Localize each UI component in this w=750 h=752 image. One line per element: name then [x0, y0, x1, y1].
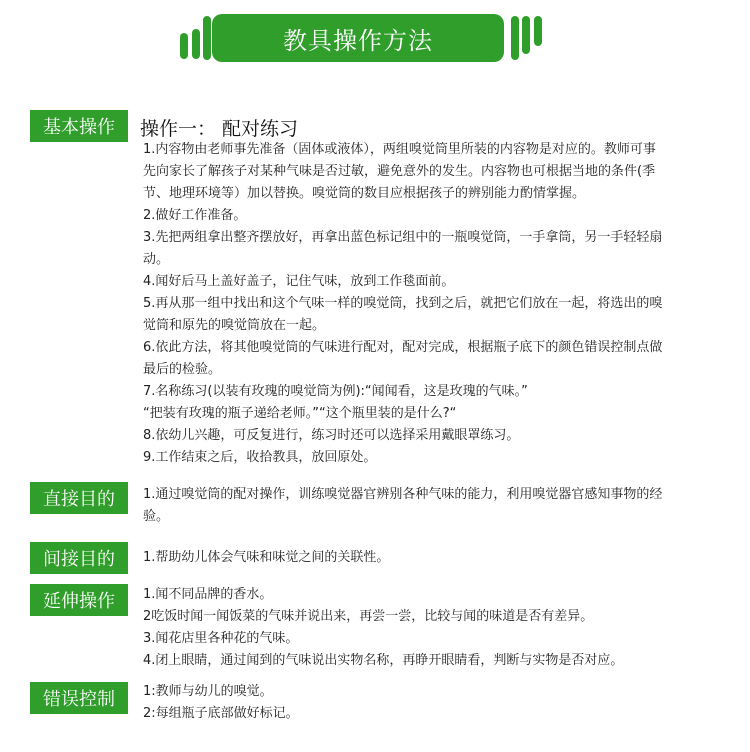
- operation-title: 操作一： 配对练习: [140, 118, 299, 140]
- text-line: 先向家长了解孩子对某种气味是否过敏，避免意外的发生。内容物也可根据当地的条件(季: [143, 164, 656, 179]
- section-body-extension: [143, 584, 723, 672]
- section-tag-indirect: 间接目的: [30, 542, 128, 574]
- text-line: 1:教师与幼儿的嗅觉。: [143, 684, 273, 699]
- text-line: “把装有玫瑰的瓶子递给老师。”“这个瓶里装的是什么?“: [143, 406, 457, 421]
- text-line: 7.名称练习(以装有玫瑰的嗅觉筒为例):“闻闻看，这是玫瑰的气味。”: [143, 384, 528, 399]
- text-line: 2吃饭时闻一闻饭菜的气味并说出来，再尝一尝，比较与闻的味道是否有差异。: [143, 609, 594, 624]
- text-line: 3.先把两组拿出整齐摆放好，再拿出蓝色标记组中的一瓶嗅觉筒，一手拿筒，另一手轻轻扇: [143, 230, 663, 245]
- text-line: 1.闻不同品牌的香水。: [143, 587, 273, 602]
- banner-stripe: [192, 29, 200, 59]
- text-line: 1.通过嗅觉筒的配对操作，训练嗅觉器官辨别各种气味的能力，利用嗅觉器官感知事物的经: [143, 487, 663, 502]
- section-tag-error: 错误控制: [30, 682, 128, 714]
- text-line: 2:每组瓶子底部做好标记。: [143, 706, 299, 721]
- section-body-direct: [143, 484, 723, 528]
- banner-stripe: [522, 16, 530, 54]
- text-line: 3.闻花店里各种花的气味。: [143, 631, 299, 646]
- banner-stripe: [180, 33, 188, 59]
- banner-stripe: [534, 16, 542, 46]
- text-line: 4.闭上眼睛，通过闻到的气味说出实物名称，再睁开眼睛看，判断与实物是否对应。: [143, 653, 624, 668]
- section-body-error: [143, 681, 723, 725]
- text-line: 4.闻好后马上盖好盖子，记住气味，放到工作毯面前。: [143, 274, 455, 289]
- text-line: 6.依此方法，将其他嗅觉筒的气味进行配对，配对完成，根据瓶子底下的颜色错误控制点做: [143, 340, 663, 355]
- text-line: 觉筒和原先的嗅觉筒放在一起。: [143, 318, 326, 333]
- text-line: 5.再从那一组中找出和这个气味一样的嗅觉筒，找到之后，就把它们放在一起，将选出的嗅: [143, 296, 663, 311]
- section-tag-direct: 直接目的: [30, 482, 128, 514]
- banner-stripe: [203, 16, 211, 60]
- text-line: 2.做好工作准备。: [143, 208, 247, 223]
- page-title: 教具操作方法: [283, 26, 433, 55]
- text-line: 1.帮助幼儿体会气味和味觉之间的关联性。: [143, 550, 390, 565]
- section-tag-basic: 基本操作: [30, 110, 128, 142]
- text-line: 1.内容物由老师事先准备（固体或液体），两组嗅觉筒里所装的内容物是对应的。教师可事: [143, 142, 656, 157]
- text-line: 验。: [143, 509, 170, 524]
- text-line: 动。: [143, 252, 170, 267]
- section-body-basic: [143, 139, 723, 469]
- banner-stripe: [511, 16, 519, 60]
- text-line: 节、地理环境等）加以替换。嗅觉筒的数目应根据孩子的辨别能力酌情掌握。: [143, 186, 586, 201]
- text-line: 最后的检验。: [143, 362, 222, 377]
- text-line: 9.工作结束之后，收拾教具，放回原处。: [143, 450, 377, 465]
- text-line: 8.依幼儿兴趣，可反复进行，练习时还可以选择采用戴眼罩练习。: [143, 428, 520, 443]
- section-body-indirect: [143, 547, 723, 569]
- title-banner: [212, 14, 504, 62]
- section-tag-extension: 延伸操作: [30, 584, 128, 616]
